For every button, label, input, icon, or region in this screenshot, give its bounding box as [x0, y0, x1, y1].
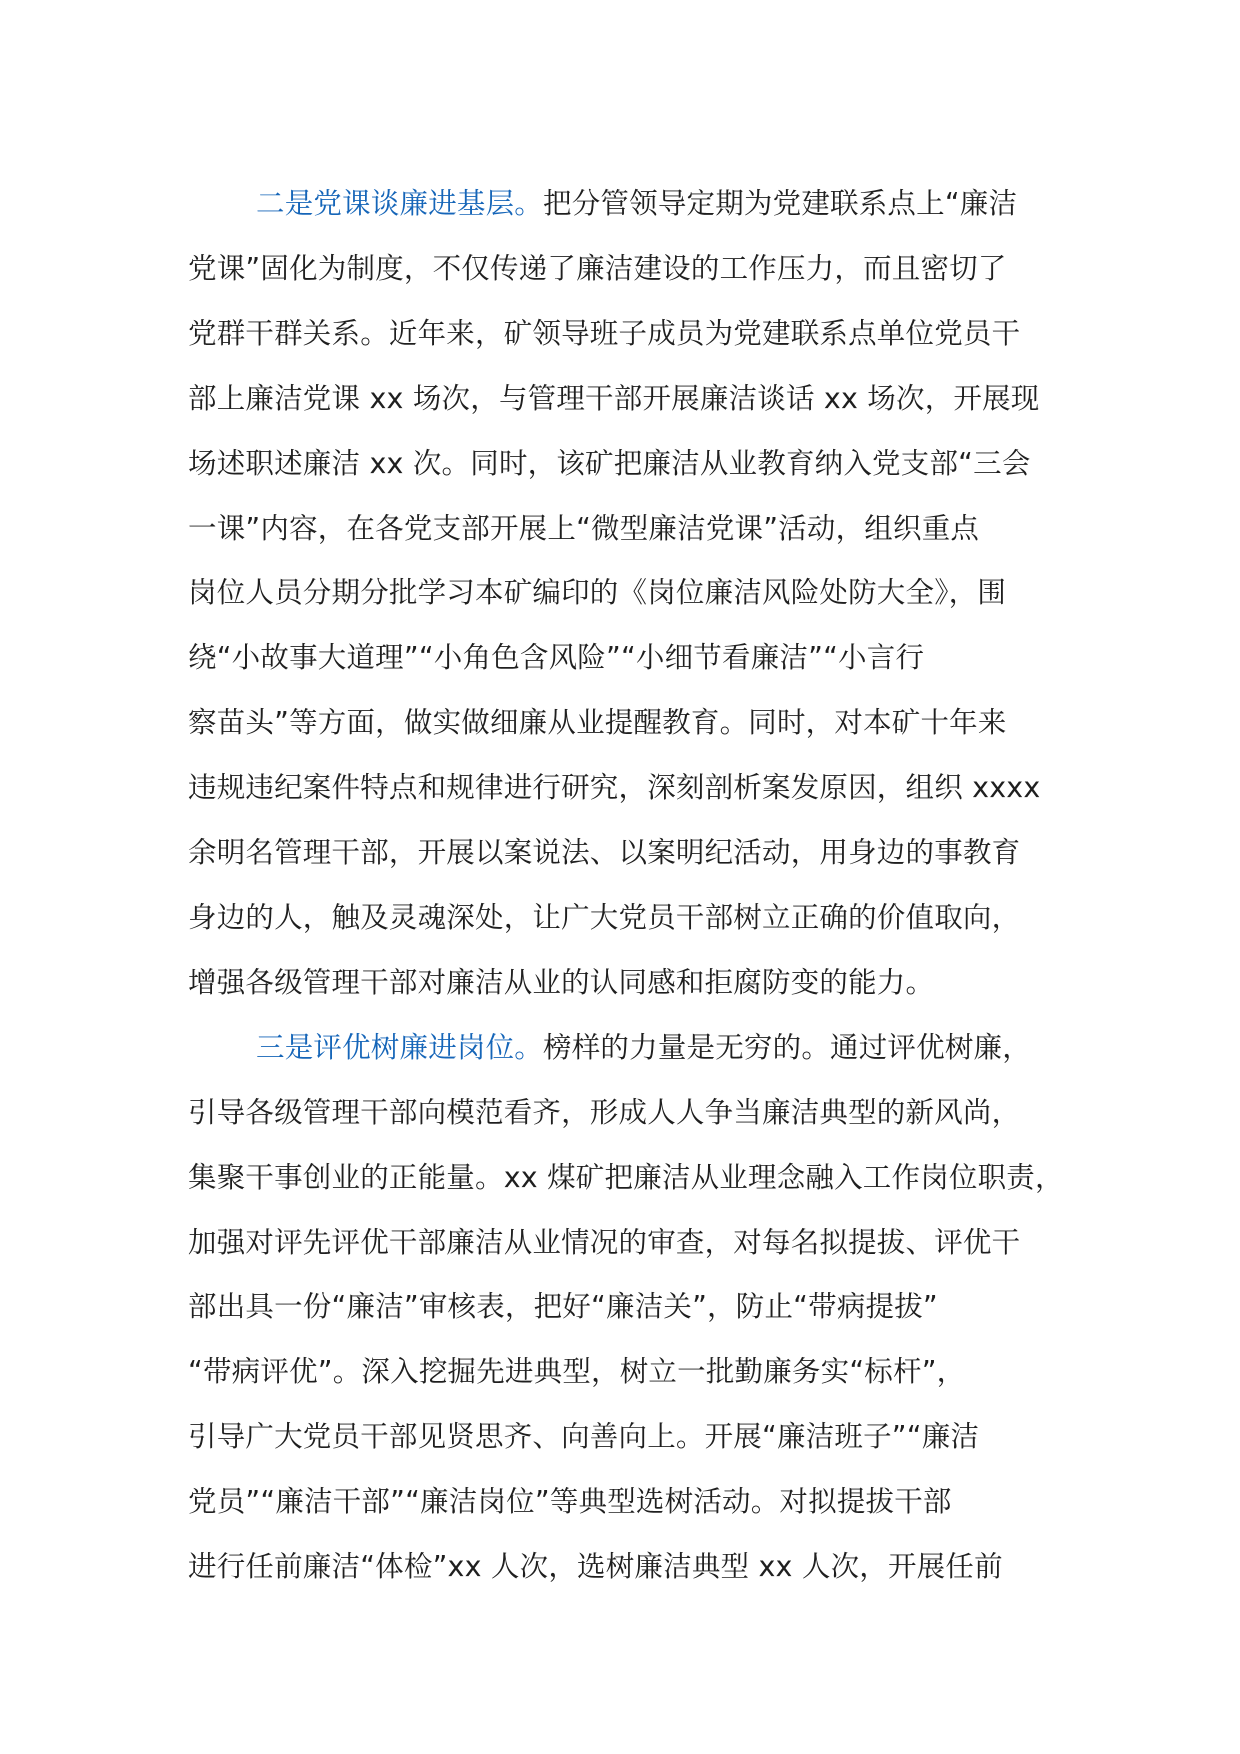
body-text: 榜样的力量是无穷的。通过评优树廉，	[543, 1030, 1031, 1064]
paragraph-party-lessons	[188, 172, 1068, 1016]
document-body	[188, 172, 1068, 1600]
body-line: 党课”固化为制度，不仅传递了廉洁建设的工作压力，而且密切了	[188, 251, 1007, 285]
body-line: 引导各级管理干部向模范看齐，形成人人争当廉洁典型的新风尚，	[188, 1095, 1021, 1129]
body-line: 岗位人员分期分批学习本矿编印的《岗位廉洁风险处防大全》，围	[188, 576, 1007, 610]
body-line: 部出具一份“廉洁”审核表，把好“廉洁关”，防止“带病提拔”	[188, 1290, 938, 1324]
body-line: 一课”内容，在各党支部开展上“微型廉洁党课”活动，组织重点	[188, 511, 980, 545]
body-line: 身边的人，触及灵魂深处，让广大党员干部树立正确的价值取向，	[188, 900, 1021, 934]
body-line: 绕“小故事大道理”“小角色含风险”“小细节看廉洁”“小言行	[188, 641, 925, 675]
body-line: 党群干群关系。近年来，矿领导班子成员为党建联系点单位党员干	[188, 316, 1021, 350]
body-line: 违规违纪案件特点和规律进行研究，深刻剖析案发原因，组织 xxxx	[188, 771, 1041, 805]
body-line: 集聚干事创业的正能量。xx 煤矿把廉洁从业理念融入工作岗位职责，	[188, 1160, 1064, 1194]
section-heading: 三是评优树廉进岗位。	[256, 1030, 544, 1064]
body-line: 场述职述廉洁 xx 次。同时，该矿把廉洁从业教育纳入党支部“三会	[188, 446, 1031, 480]
body-line: 余明名管理干部，开展以案说法、以案明纪活动，用身边的事教育	[188, 836, 1021, 870]
paragraph-first-line	[188, 1016, 1068, 1081]
body-line: 引导广大党员干部见贤思齐、向善向上。开展“廉洁班子”“廉洁	[188, 1420, 980, 1454]
section-heading: 二是党课谈廉进基层。	[256, 187, 544, 220]
body-line: “带病评优”。深入挖掘先进典型，树立一批勤廉务实“标杆”，	[188, 1355, 966, 1389]
body-line: 察苗头”等方面，做实做细廉从业提醒教育。同时，对本矿十年来	[188, 706, 1007, 740]
body-line: 部上廉洁党课 xx 场次，与管理干部开展廉洁谈话 xx 场次，开展现	[188, 381, 1040, 415]
paragraph-merit-selection	[188, 1016, 1068, 1600]
body-line: 加强对评先评优干部廉洁从业情况的审查，对每名拟提拔、评优干	[188, 1225, 1021, 1259]
body-line: 党员”“廉洁干部”“廉洁岗位”等典型选树活动。对拟提拔干部	[188, 1485, 952, 1519]
body-line: 进行任前廉洁“体检”xx 人次，选树廉洁典型 xx 人次，开展任前	[188, 1550, 1003, 1584]
body-text: 把分管领导定期为党建联系点上“廉洁	[543, 187, 1018, 220]
body-line: 增强各级管理干部对廉洁从业的认同感和拒腐防变的能力。	[188, 965, 935, 999]
paragraph-first-line	[188, 172, 1068, 237]
